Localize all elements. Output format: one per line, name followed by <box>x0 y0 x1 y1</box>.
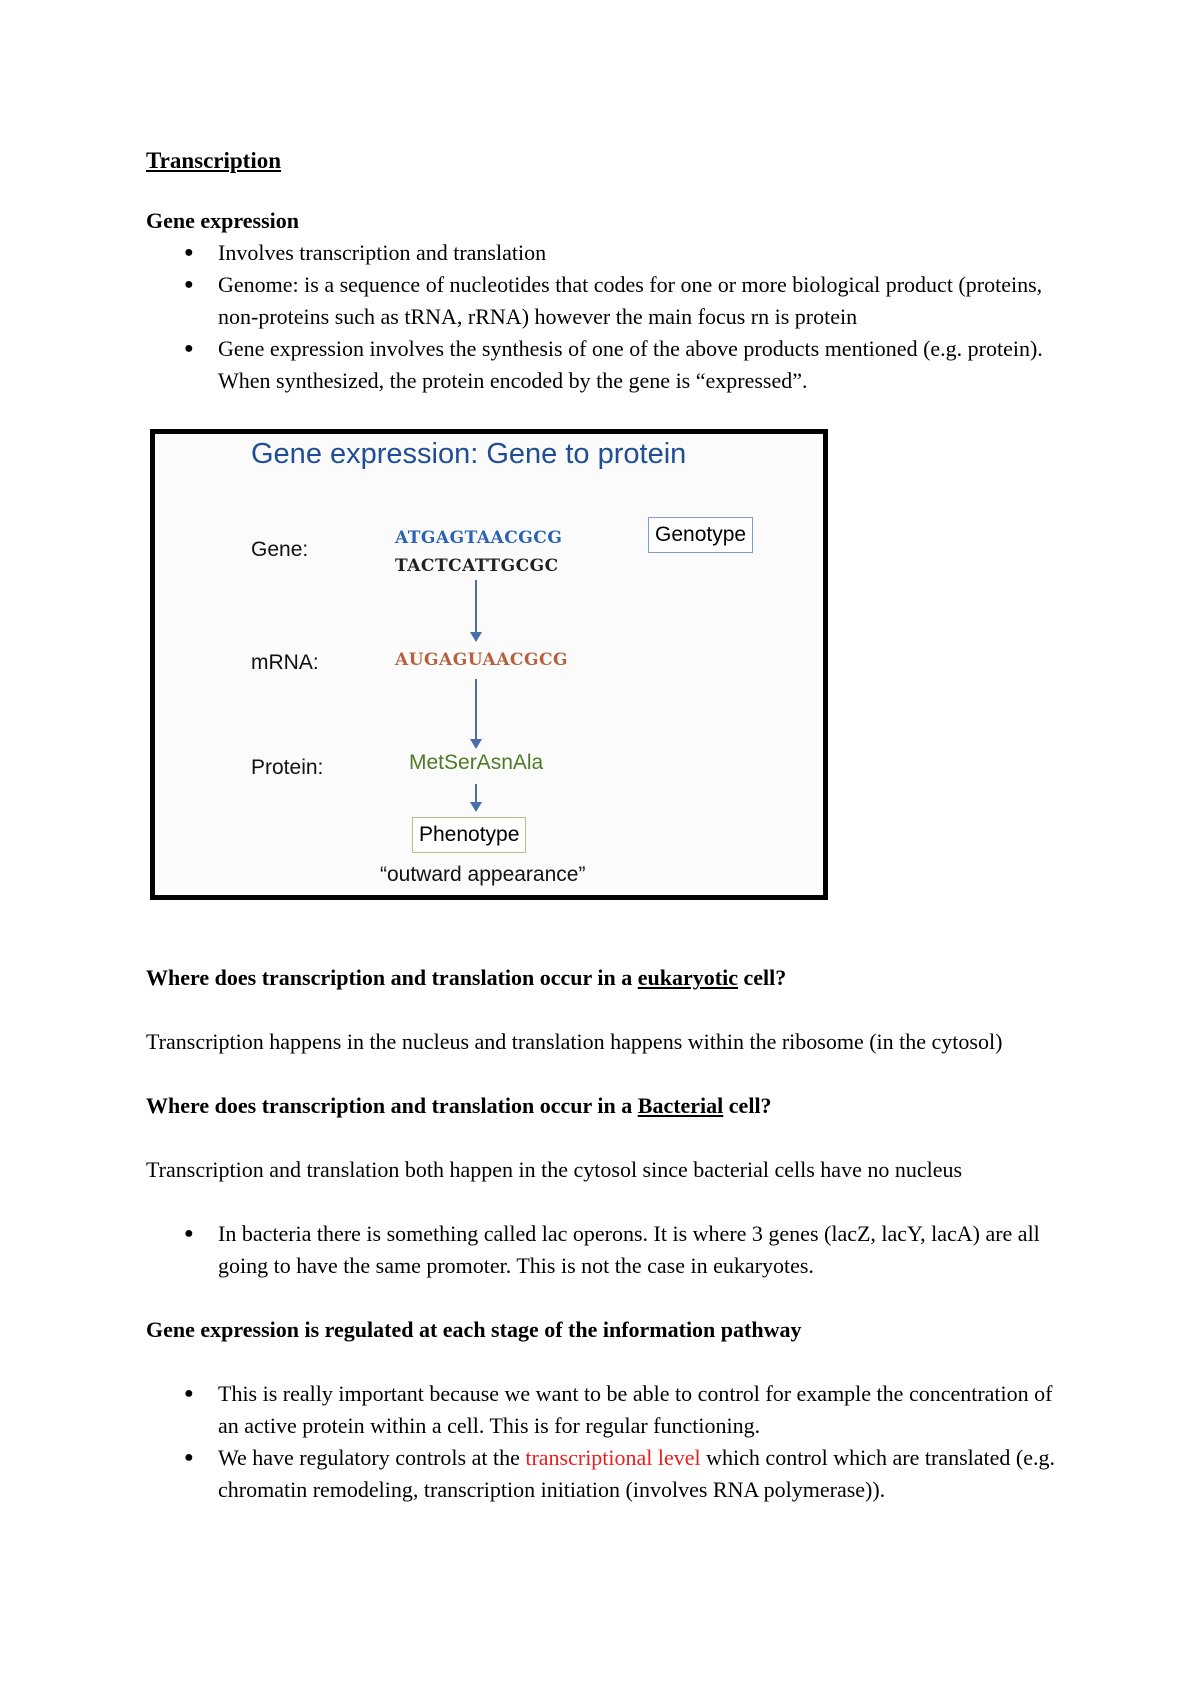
mrna-label: mRNA: <box>251 651 319 674</box>
bullet-icon: ● <box>184 340 194 357</box>
bullet-icon: ● <box>184 1385 194 1402</box>
answer-bacterial: Transcription and translation both happen in the cytosol since bacterial cells have no nucleus <box>146 1157 963 1182</box>
page-title: Transcription <box>146 148 282 173</box>
spacer <box>146 1058 1056 1090</box>
spacer <box>146 1122 1056 1154</box>
list-item-text: This is really important because we want to be able to control for example the concentration of an active protein within a cell. This is for regular functioning. <box>218 1381 1053 1438</box>
list-item <box>146 1218 1056 1282</box>
question-text-end: cell? <box>723 1093 772 1118</box>
list-item <box>146 269 1056 333</box>
answer-eukaryotic: Transcription happens in the nucleus and translation happens within the ribosome (in the cytosol) <box>146 1029 1003 1054</box>
gene-sequence-top: ATGAGTAACGCG <box>395 528 563 548</box>
list-item <box>146 333 1056 397</box>
highlight-text: transcriptional level <box>525 1445 701 1470</box>
mrna-sequence: AUGAGUAACGCG <box>395 650 569 670</box>
figure-caption: “outward appearance” <box>380 863 586 886</box>
question-emphasis: eukaryotic <box>637 965 738 990</box>
bullet-icon: ● <box>184 1449 194 1466</box>
spacer <box>146 1282 1056 1314</box>
question-text-end: cell? <box>737 965 787 990</box>
gene-to-protein-figure <box>150 429 828 900</box>
spacer <box>146 1346 1056 1378</box>
question-bacterial <box>146 1090 1056 1122</box>
bullet-icon: ● <box>184 244 194 261</box>
list-item-text-end: which control which are translated (e.g. chromatin remodeling, transcription initiation (involves RNA polymerase)). <box>218 1445 1055 1502</box>
arrow-down-icon <box>475 679 477 747</box>
bullet-icon: ● <box>184 276 194 293</box>
list-item <box>146 237 1056 269</box>
figure-title: Gene expression: Gene to protein <box>251 438 687 470</box>
list-item <box>146 1442 1056 1506</box>
section-heading-gene-expression: Gene expression <box>146 208 299 233</box>
genotype-box: Genotype <box>648 517 753 553</box>
list-item-text: Gene expression involves the synthesis of one of the above products mentioned (e.g. protein). When synthesized, the protein encoded by the gene is “expressed”. <box>218 336 1043 393</box>
regulation-list <box>146 1378 1056 1506</box>
gene-expression-list <box>146 237 1056 397</box>
spacer <box>146 1186 1056 1218</box>
question-text: Where does transcription and translation occur in a <box>146 965 638 990</box>
spacer <box>146 994 1056 1026</box>
bullet-icon: ● <box>184 1225 194 1242</box>
arrow-down-icon <box>475 580 477 640</box>
list-item-text: In bacteria there is something called lac operons. It is where 3 genes (lacZ, lacY, lacA) are all going to have the same promoter. This is not the case in eukaryotes. <box>218 1221 1040 1278</box>
section-heading-regulation: Gene expression is regulated at each stage of the information pathway <box>146 1317 802 1342</box>
protein-label: Protein: <box>251 756 324 779</box>
bacterial-list <box>146 1218 1056 1282</box>
phenotype-box: Phenotype <box>412 817 526 853</box>
list-item-text: Genome: is a sequence of nucleotides that codes for one or more biological product (proteins, non-proteins such as tRNA, rRNA) however the main focus rn is protein <box>218 272 1043 329</box>
gene-sequence-bottom: TACTCATTGCGC <box>395 556 559 576</box>
question-text: Where does transcription and translation occur in a <box>146 1093 638 1118</box>
gene-label: Gene: <box>251 538 309 561</box>
question-eukaryotic <box>146 962 1056 994</box>
protein-sequence: MetSerAsnAla <box>409 751 544 774</box>
list-item <box>146 1378 1056 1442</box>
arrow-down-icon <box>475 784 477 810</box>
list-item-text: We have regulatory controls at the <box>218 1445 526 1470</box>
question-emphasis: Bacterial <box>637 1093 724 1118</box>
list-item-text: Involves transcription and translation <box>218 240 547 265</box>
